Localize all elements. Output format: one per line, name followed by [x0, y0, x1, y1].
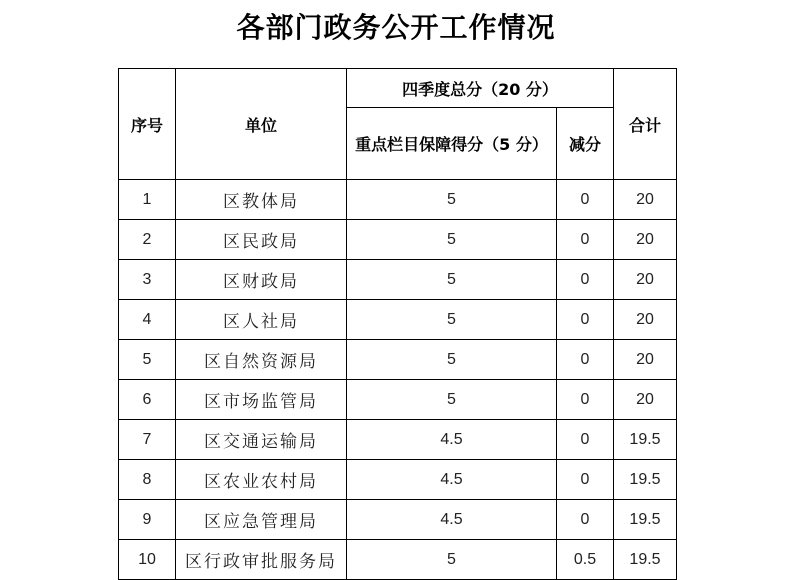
cell-key-score: 5	[347, 220, 557, 260]
cell-deduction: 0	[557, 220, 614, 260]
cell-deduction: 0.5	[557, 540, 614, 580]
cell-seq: 2	[119, 220, 176, 260]
score-table	[118, 68, 677, 580]
cell-seq: 10	[119, 540, 176, 580]
cell-seq: 4	[119, 300, 176, 340]
cell-total: 20	[614, 380, 677, 420]
cell-seq: 9	[119, 500, 176, 540]
cell-key-score: 5	[347, 260, 557, 300]
cell-key-score: 5	[347, 300, 557, 340]
header-quarter-total: 四季度总分（20 分）	[347, 69, 614, 108]
cell-unit: 区应急管理局	[176, 500, 347, 540]
cell-total: 20	[614, 300, 677, 340]
cell-total: 20	[614, 180, 677, 220]
cell-total: 20	[614, 260, 677, 300]
cell-deduction: 0	[557, 380, 614, 420]
cell-unit: 区交通运输局	[176, 420, 347, 460]
cell-seq: 5	[119, 340, 176, 380]
header-total: 合计	[614, 69, 677, 180]
cell-seq: 3	[119, 260, 176, 300]
cell-unit: 区行政审批服务局	[176, 540, 347, 580]
cell-seq: 7	[119, 420, 176, 460]
table-row	[119, 300, 677, 340]
cell-key-score: 4.5	[347, 420, 557, 460]
cell-deduction: 0	[557, 180, 614, 220]
cell-unit: 区自然资源局	[176, 340, 347, 380]
cell-total: 19.5	[614, 540, 677, 580]
page-title: 各部门政务公开工作情况	[236, 11, 556, 44]
cell-unit: 区市场监管局	[176, 380, 347, 420]
header-deduction: 减分	[557, 108, 614, 180]
cell-total: 19.5	[614, 500, 677, 540]
cell-deduction: 0	[557, 300, 614, 340]
table-row	[119, 380, 677, 420]
cell-unit: 区财政局	[176, 260, 347, 300]
cell-key-score: 5	[347, 340, 557, 380]
cell-deduction: 0	[557, 500, 614, 540]
header-key-column: 重点栏目保障得分（5 分）	[347, 108, 557, 180]
cell-deduction: 0	[557, 340, 614, 380]
table-row	[119, 460, 677, 500]
cell-unit: 区农业农村局	[176, 460, 347, 500]
table-row	[119, 420, 677, 460]
cell-key-score: 5	[347, 380, 557, 420]
cell-key-score: 5	[347, 540, 557, 580]
header-row-top	[119, 69, 677, 108]
cell-total: 19.5	[614, 420, 677, 460]
cell-seq: 1	[119, 180, 176, 220]
table-row	[119, 180, 677, 220]
cell-unit: 区民政局	[176, 220, 347, 260]
table-row	[119, 500, 677, 540]
cell-total: 20	[614, 220, 677, 260]
table-row	[119, 220, 677, 260]
header-unit: 单位	[176, 69, 347, 180]
cell-key-score: 4.5	[347, 500, 557, 540]
cell-seq: 6	[119, 380, 176, 420]
cell-total: 19.5	[614, 460, 677, 500]
table-body	[119, 180, 677, 580]
cell-total: 20	[614, 340, 677, 380]
table-row	[119, 540, 677, 580]
cell-deduction: 0	[557, 260, 614, 300]
cell-unit: 区教体局	[176, 180, 347, 220]
cell-key-score: 4.5	[347, 460, 557, 500]
cell-deduction: 0	[557, 420, 614, 460]
cell-seq: 8	[119, 460, 176, 500]
cell-key-score: 5	[347, 180, 557, 220]
header-seq: 序号	[119, 69, 176, 180]
cell-unit: 区人社局	[176, 300, 347, 340]
table-row	[119, 340, 677, 380]
cell-deduction: 0	[557, 460, 614, 500]
table-row	[119, 260, 677, 300]
